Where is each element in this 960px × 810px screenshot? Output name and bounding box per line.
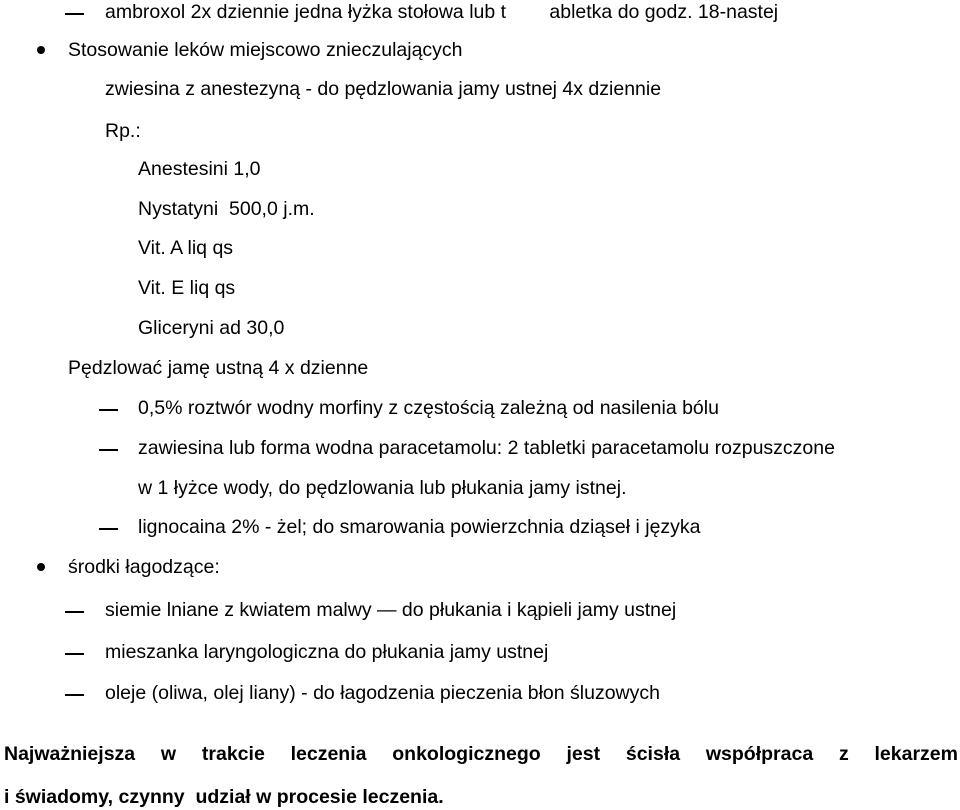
dash-marker [65, 653, 84, 655]
dash-marker [65, 611, 84, 613]
prescription-ingredient: Vit. A liq qs [138, 237, 234, 259]
prescription-ingredient: Vit. E liq qs [138, 277, 236, 299]
dash-marker [65, 694, 84, 696]
prescription-ingredient: Nystatyni 500,0 j.m. [138, 198, 315, 220]
list-item: ambroxol 2x dziennie jedna łyżka stołowa lub t abletka do godz. 18-nastej [105, 1, 779, 23]
prescription-label: Rp.: [105, 120, 141, 142]
dash-marker [99, 409, 118, 411]
bullet-marker [37, 46, 45, 54]
bullet-marker [37, 563, 45, 571]
closing-paragraph-line: Najważniejsza w trakcie leczenia onkologicznego jest ścisła współpraca z lekarzem [4, 743, 958, 765]
list-item: siemie lniane z kwiatem malwy — do płukania i kąpieli jamy ustnej [105, 599, 677, 621]
list-item-heading: Stosowanie leków miejscowo znieczulających [68, 39, 463, 61]
list-item: zawiesina lub forma wodna paracetamolu: 2 tabletki paracetamolu rozpuszczone [138, 437, 835, 459]
list-item: zwiesina z anestezyną - do pędzlowania jamy ustnej 4x dziennie [105, 78, 662, 100]
list-item: oleje (oliwa, olej liany) - do łagodzenia pieczenia błon śluzowych [105, 682, 660, 704]
list-item: mieszanka laryngologiczna do płukania jamy ustnej [105, 641, 549, 663]
prescription-ingredient: Anestesini 1,0 [138, 158, 261, 180]
prescription-ingredient: Gliceryni ad 30,0 [138, 317, 285, 339]
list-item: 0,5% roztwór wodny morfiny z częstością zależną od nasilenia bólu [138, 397, 719, 419]
list-item-continuation: w 1 łyżce wody, do pędzlowania lub płukania jamy istnej. [138, 477, 627, 499]
prescription-instruction: Pędzlować jamę ustną 4 x dzienne [68, 357, 369, 379]
list-item-heading: środki łagodzące: [68, 556, 220, 578]
dash-marker [99, 528, 118, 530]
dash-marker [99, 449, 118, 451]
closing-paragraph-line: i świadomy, czynny udział w procesie leczenia. [4, 786, 444, 808]
dash-marker [65, 13, 84, 15]
list-item: lignocaina 2% - żel; do smarowania powierzchnia dziąseł i języka [138, 516, 701, 538]
